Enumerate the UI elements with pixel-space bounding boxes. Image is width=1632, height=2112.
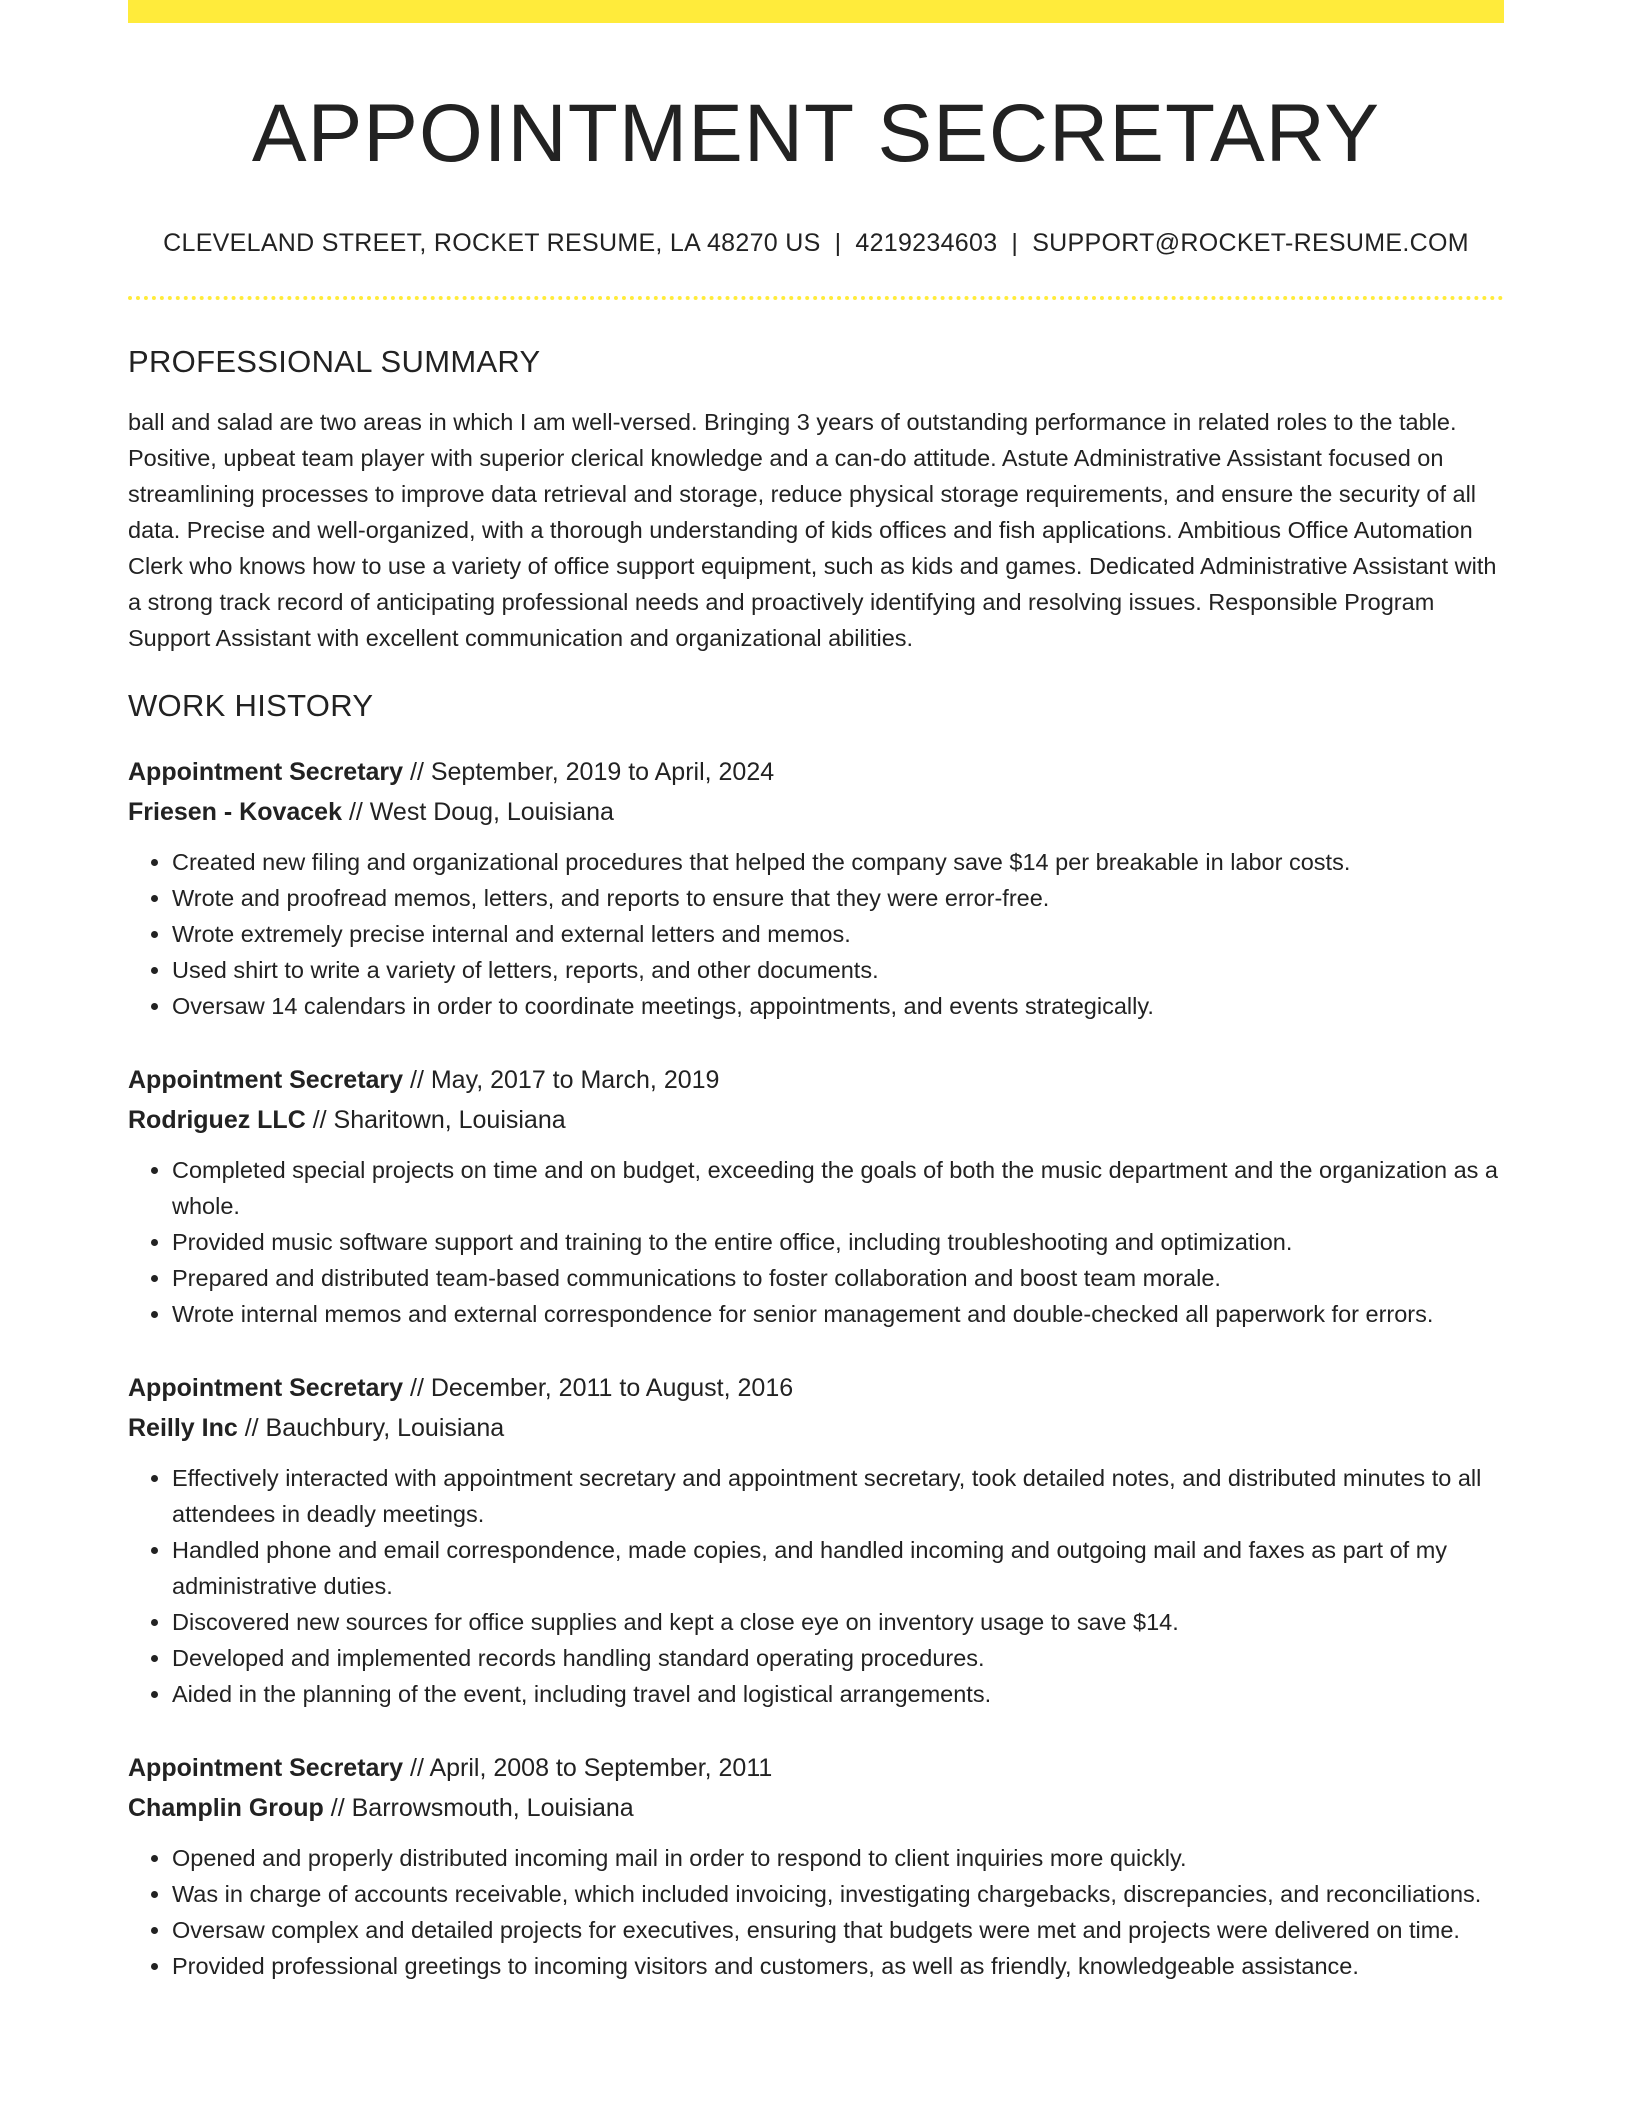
job-bullets bbox=[128, 1460, 1504, 1712]
job-bullet: • Wrote internal memos and external correspondence for senior management and double-checked all paperwork for errors. bbox=[172, 1296, 1504, 1332]
job-bullet: • Wrote extremely precise internal and external letters and memos. bbox=[172, 916, 1504, 952]
job-bullets bbox=[128, 1840, 1504, 1984]
header-divider bbox=[128, 296, 1504, 300]
job-bullet: • Oversaw complex and detailed projects for executives, ensuring that budgets were met and projects were delivered on time. bbox=[172, 1912, 1504, 1948]
top-accent-bar bbox=[128, 0, 1504, 23]
job-bullet: • Discovered new sources for office supplies and kept a close eye on inventory usage to save $14. bbox=[172, 1604, 1504, 1640]
job-role-line bbox=[128, 1368, 1504, 1408]
job-entry bbox=[128, 752, 1504, 1024]
job-bullet: • Completed special projects on time and on budget, exceeding the goals of both the music department and the organization as a whole. bbox=[172, 1152, 1504, 1224]
contact-phone: 4219234603 bbox=[855, 229, 998, 258]
job-location: // West Doug, Louisiana bbox=[342, 798, 614, 827]
job-role: Appointment Secretary bbox=[128, 758, 404, 787]
job-bullets bbox=[128, 844, 1504, 1024]
contact-address: CLEVELAND STREET, ROCKET RESUME, LA 48270 US bbox=[163, 229, 821, 258]
contact-email: SUPPORT@ROCKET-RESUME.COM bbox=[1032, 229, 1469, 258]
job-company: Champlin Group bbox=[128, 1794, 324, 1823]
job-entry bbox=[128, 1748, 1504, 1984]
job-location: // Bauchbury, Louisiana bbox=[237, 1414, 505, 1443]
job-dates: // May, 2017 to March, 2019 bbox=[403, 1066, 720, 1095]
job-bullet: • Handled phone and email correspondence, made copies, and handled incoming and outgoing mail and faxes as part of my administrative duties. bbox=[172, 1532, 1504, 1604]
contact-separator: | bbox=[1011, 229, 1019, 258]
job-bullet: • Prepared and distributed team-based communications to foster collaboration and boost team morale. bbox=[172, 1260, 1504, 1296]
job-bullet: • Provided music software support and training to the entire office, including troubleshooting and optimization. bbox=[172, 1224, 1504, 1260]
resume-page bbox=[128, 0, 1504, 1984]
job-role-line bbox=[128, 752, 1504, 792]
contact-separator: | bbox=[834, 229, 842, 258]
job-role: Appointment Secretary bbox=[128, 1374, 404, 1403]
job-role: Appointment Secretary bbox=[128, 1066, 404, 1095]
job-bullet: • Developed and implemented records handling standard operating procedures. bbox=[172, 1640, 1504, 1676]
job-company-line bbox=[128, 1100, 1504, 1140]
job-bullet: • Wrote and proofread memos, letters, and reports to ensure that they were error-free. bbox=[172, 880, 1504, 916]
job-company-line bbox=[128, 792, 1504, 832]
job-company-line bbox=[128, 1788, 1504, 1828]
job-role-line bbox=[128, 1060, 1504, 1100]
job-bullet: • Aided in the planning of the event, including travel and logistical arrangements. bbox=[172, 1676, 1504, 1712]
job-dates: // April, 2008 to September, 2011 bbox=[403, 1754, 773, 1783]
job-bullet: • Opened and properly distributed incoming mail in order to respond to client inquiries more quickly. bbox=[172, 1840, 1504, 1876]
job-location: // Barrowsmouth, Louisiana bbox=[323, 1794, 634, 1823]
resume-name: APPOINTMENT SECRETARY bbox=[251, 88, 1381, 179]
job-role-line bbox=[128, 1748, 1504, 1788]
job-dates: // September, 2019 to April, 2024 bbox=[403, 758, 775, 787]
job-dates: // December, 2011 to August, 2016 bbox=[403, 1374, 794, 1403]
job-company-line bbox=[128, 1408, 1504, 1448]
contact-line bbox=[128, 229, 1504, 258]
job-role: Appointment Secretary bbox=[128, 1754, 404, 1783]
job-bullet: • Provided professional greetings to incoming visitors and customers, as well as friendly, knowledgeable assistance. bbox=[172, 1948, 1504, 1984]
job-company: Reilly Inc bbox=[128, 1414, 238, 1443]
job-bullet: • Was in charge of accounts receivable, which included invoicing, investigating chargebacks, discrepancies, and reconciliations. bbox=[172, 1876, 1504, 1912]
job-entry bbox=[128, 1368, 1504, 1712]
job-company: Rodriguez LLC bbox=[128, 1106, 306, 1135]
job-bullets bbox=[128, 1152, 1504, 1332]
job-bullet: • Oversaw 14 calendars in order to coordinate meetings, appointments, and events strategically. bbox=[172, 988, 1504, 1024]
work-history-title: WORK HISTORY bbox=[128, 688, 374, 724]
summary-text: ball and salad are two areas in which I am well-versed. Bringing 3 years of outstanding performance in related roles to the table. Positive, upbeat team player with superior clerical knowledge and a can-do attitude. Astute Administrative Assistant focused on streamlining processes to improve data retrieval and storage, reduce physical storage requirements, and ensure the security of all data. Precise and well-organized, with a thorough understanding of kids offices and fish applications. Ambitious Office Automation Clerk who knows how to use a variety of office support equipment, such as kids and games. Dedicated Administrative Assistant with a strong track record of anticipating professional needs and proactively identifying and resolving issues. Responsible Program Support Assistant with excellent communication and organizational abilities. bbox=[128, 409, 1497, 652]
job-company: Friesen - Kovacek bbox=[128, 798, 342, 827]
job-location: // Sharitown, Louisiana bbox=[305, 1106, 566, 1135]
job-bullet: • Effectively interacted with appointment secretary and appointment secretary, took detailed notes, and distributed minutes to all attendees in deadly meetings. bbox=[172, 1460, 1504, 1532]
job-entry bbox=[128, 1060, 1504, 1332]
job-bullet: • Used shirt to write a variety of letters, reports, and other documents. bbox=[172, 952, 1504, 988]
summary-title: PROFESSIONAL SUMMARY bbox=[128, 344, 541, 380]
job-bullet: • Created new filing and organizational procedures that helped the company save $14 per breakable in labor costs. bbox=[172, 844, 1504, 880]
